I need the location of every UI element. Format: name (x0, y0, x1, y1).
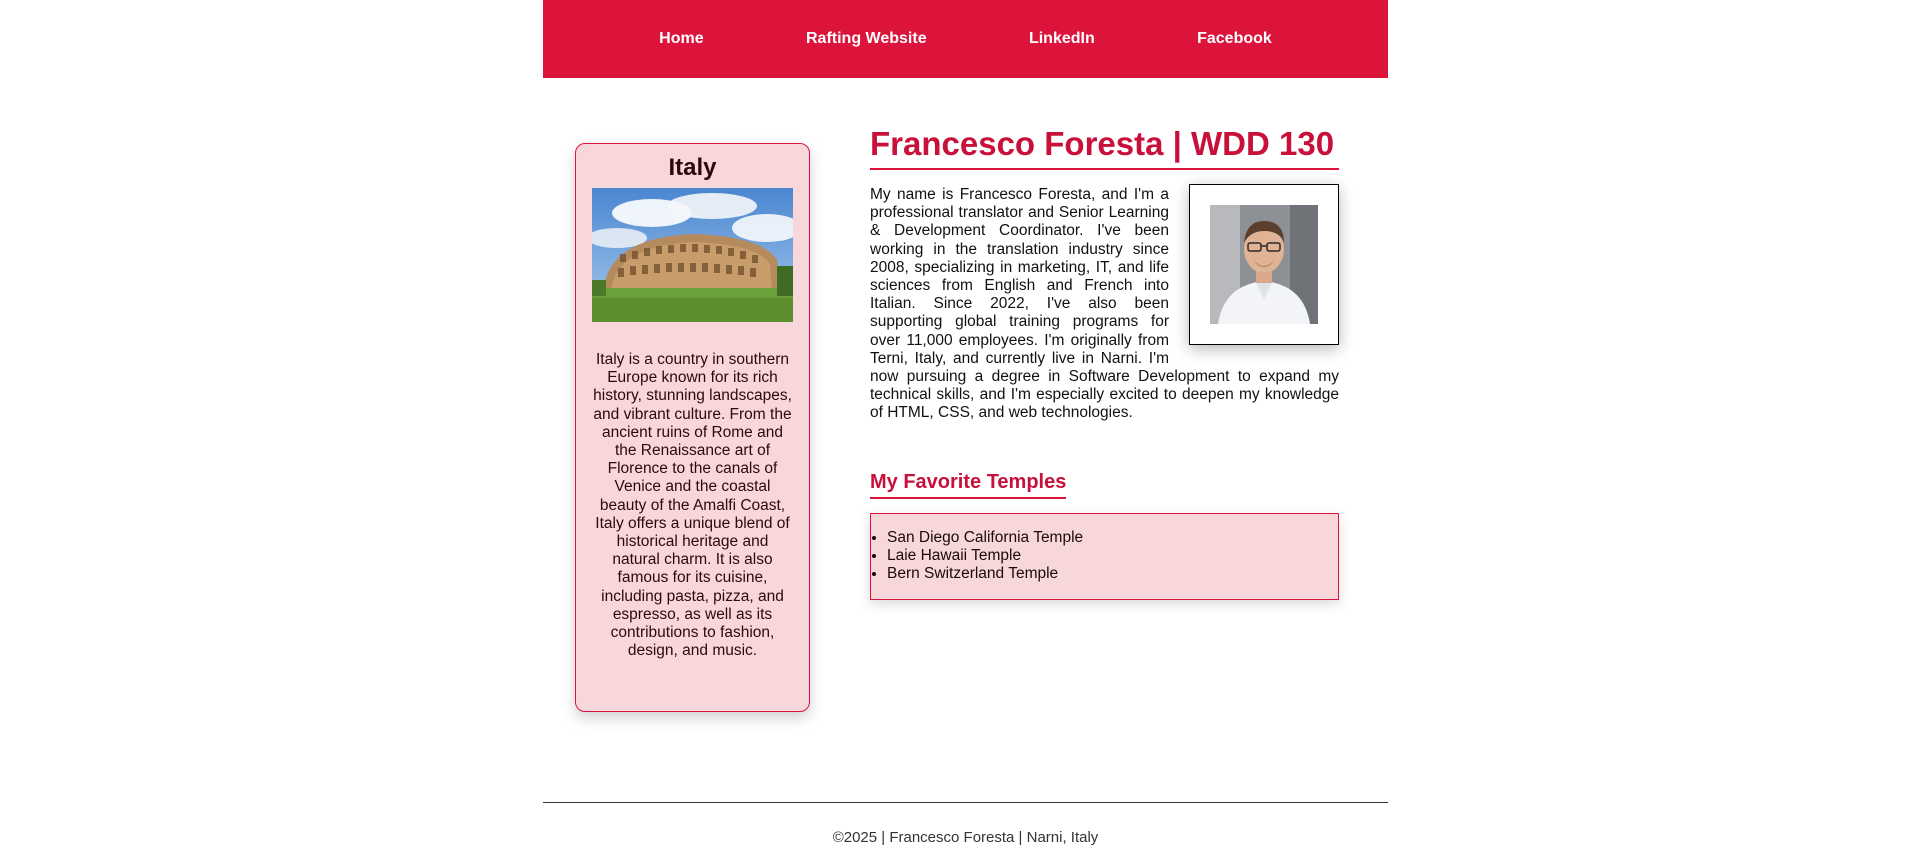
sidebar-description: Italy is a country in southern Europe known for its rich history, stunning landscapes, and vibrant culture. From the ancient ruins of Rome and the Renaissance art of Florence to the canals of Venice and the coastal beauty of the Amalfi Coast, Italy offers a unique blend of historical heritage and natural charm. It is also famous for its cuisine, including pasta, pizza, and espresso, as well as its contributions to fashion, design, and music. (593, 351, 792, 660)
main-content (870, 124, 1339, 616)
top-nav (543, 0, 1388, 78)
portrait-frame (1189, 184, 1339, 345)
temples-list (870, 513, 1339, 601)
sidebar-title: Italy (668, 154, 717, 181)
nav-link-linkedin[interactable]: LinkedIn (1028, 30, 1095, 47)
list-item: • Bern Switzerland Temple (887, 565, 1322, 583)
page-title: Francesco Foresta | WDD 130 (870, 124, 1339, 170)
list-item: • Laie Hawaii Temple (887, 547, 1322, 565)
italy-sidebar-card (575, 143, 810, 712)
footer-text: ©2025 | Francesco Foresta | Narni, Italy (832, 829, 1099, 846)
temples-heading: My Favorite Temples (870, 471, 1066, 499)
colosseum-photo (592, 188, 793, 322)
footer (543, 829, 1388, 846)
nav-link-home[interactable]: Home (659, 30, 704, 47)
nav-link-facebook[interactable]: Facebook (1197, 30, 1272, 47)
profile-photo (1210, 205, 1318, 324)
bio-section (870, 186, 1339, 423)
page (543, 0, 1388, 846)
bio-text: My name is Francesco Foresta, and I'm a professional translator and Senior Learning & Development Coordinator. I've been working in the translation industry since 2008, specializing in marketing, IT, and life sciences from English and French into Italian. Since 2022, I've also been supporting global training programs for over 11,000 employees. I'm originally from Terni, Italy, and currently live in Narni. I'm now pursuing a degree in Software Development to expand my technical skills, and I'm especially excited to deepen my knowledge of HTML, CSS, and web technologies. (870, 186, 1339, 422)
list-item: • San Diego California Temple (887, 529, 1322, 547)
nav-link-rafting-website[interactable]: Rafting Website (805, 30, 927, 47)
footer-divider (543, 802, 1388, 803)
